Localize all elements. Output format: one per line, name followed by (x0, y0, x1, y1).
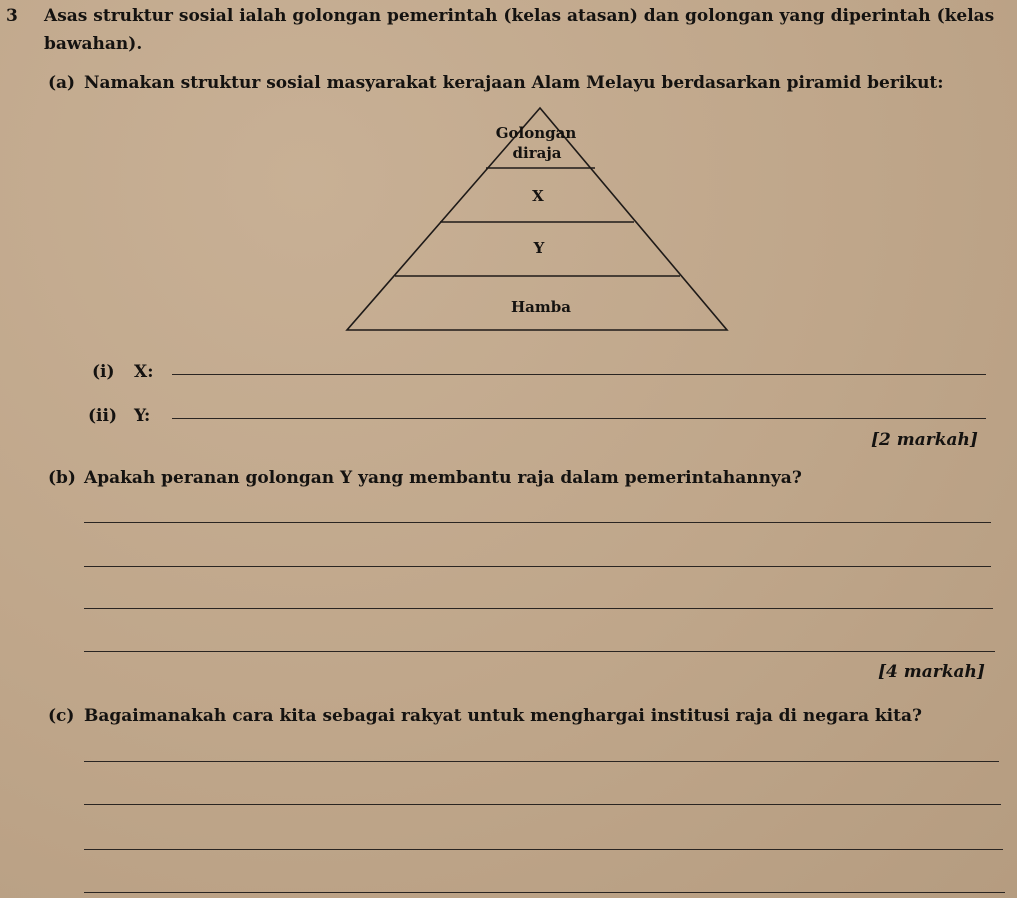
answer-line-c-3[interactable] (84, 849, 1003, 850)
item-ii-field-label: Y: (134, 406, 151, 426)
item-ii-label: (ii) (88, 406, 118, 426)
part-a-question: Namakan struktur sosial masyarakat kerajaan Alam Melayu berdasarkan piramid berikut: (84, 73, 944, 93)
answer-line-c-4[interactable] (84, 892, 1005, 893)
question-intro-line1: Asas struktur sosial ialah golongan pemerintah (kelas atasan) dan golongan yang diperintah (kelas (44, 6, 995, 26)
pyramid-label-hamba: Hamba (511, 298, 571, 316)
pyramid-label-golongan: Golongan (495, 124, 577, 142)
answer-line-c-1[interactable] (84, 761, 999, 762)
pyramid-label-diraja: diraja (512, 144, 562, 162)
part-a-label: (a) (48, 73, 76, 93)
pyramid-label-x: X (532, 187, 544, 205)
part-b-marks: [4 markah] (878, 662, 985, 682)
part-a-marks: [2 markah] (871, 430, 978, 450)
item-i-field-label: X: (134, 362, 154, 382)
question-intro-line2: bawahan). (44, 34, 143, 54)
answer-line-b-3[interactable] (84, 608, 993, 609)
answer-line-b-1[interactable] (84, 522, 991, 523)
part-c-label: (c) (48, 706, 75, 726)
answer-line-y[interactable] (172, 418, 986, 419)
part-b-question: Apakah peranan golongan Y yang membantu raja dalam pemerintahannya? (84, 468, 802, 488)
question-number: 3 (6, 6, 18, 26)
answer-line-x[interactable] (172, 374, 986, 375)
part-b-label: (b) (48, 468, 76, 488)
part-c-question: Bagaimanakah cara kita sebagai rakyat untuk menghargai institusi raja di negara kita? (84, 706, 922, 726)
answer-line-c-2[interactable] (84, 804, 1001, 805)
answer-line-b-4[interactable] (84, 651, 995, 652)
answer-line-b-2[interactable] (84, 566, 991, 567)
item-i-label: (i) (92, 362, 115, 382)
pyramid-label-y: Y (533, 239, 545, 257)
